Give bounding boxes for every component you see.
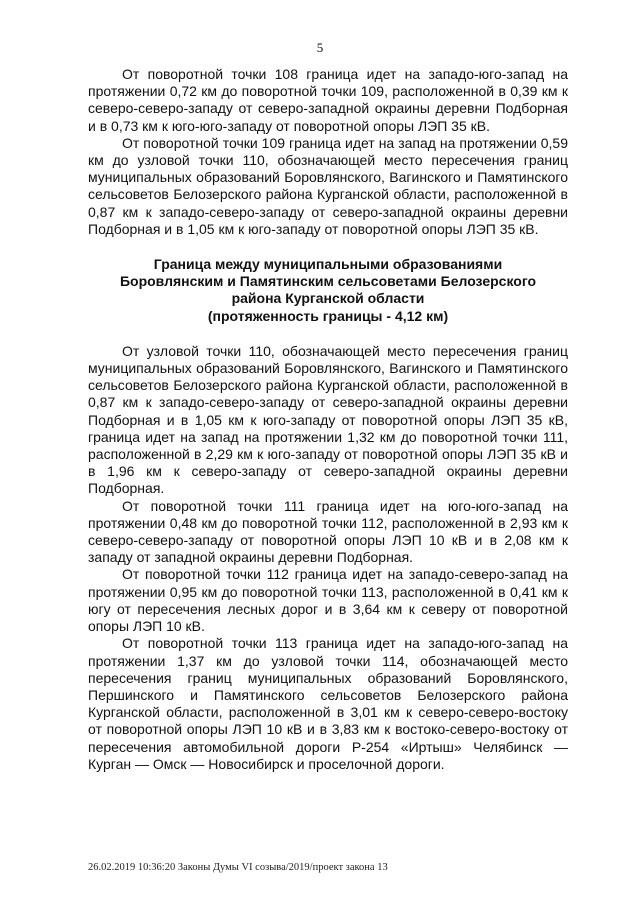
paragraph-point-111: От поворотной точки 111 граница идет на юго-юго-запад на протяжении 0,48 км до поворотной точки 112, расположенной в 2,93 км к северо-северо-западу от поворотной опоры ЛЭП 10 кВ и в 2,08 км к западу от западной окраины деревни Подборная. bbox=[88, 497, 568, 566]
section-heading bbox=[88, 256, 568, 325]
heading-line-2: Боровлянским и Памятинским сельсоветами Белозерского bbox=[119, 273, 537, 290]
page-number: 5 bbox=[316, 40, 324, 55]
document-body bbox=[88, 66, 568, 773]
paragraph-point-108: От поворотной точки 108 граница идет на западо-юго-запад на протяжении 0,72 км до поворотной точки 109, расположенной в 0,39 км к северо-северо-западу от северо-западной окраины деревни Подборная и в 0,73 км к юго-юго-западу от поворотной опоры ЛЭП 35 кВ. bbox=[88, 66, 568, 134]
heading-line-1: Граница между муниципальными образованиями bbox=[153, 256, 503, 273]
paragraph-point-109: От поворотной точки 109 граница идет на запад на протяжении 0,59 км до узловой точки 110, обозначающей место пересечения границ муниципальных образований Боровлянского, Вагинского и Памятинского сельсоветов Белозерского района Курганской области, расположенной в 0,87 км к западо-северо-западу от северо-западной окраины деревни Подборная и в 1,05 км к юго-западу от поворотной опоры ЛЭП 35 кВ. bbox=[88, 134, 568, 237]
heading-line-4: (протяженность границы - 4,12 км) bbox=[207, 307, 449, 324]
paragraph-point-113: От поворотной точки 113 граница идет на западо-юго-запад на протяжении 1,37 км до узловой точки 114, обозначающей место пересечения границ муниципальных образований Боровлянского, Першинского и Памятинского сельсоветов Белозерского района Курганской области, расположенной в 3,01 км к северо-северо-востоку от поворотной опоры ЛЭП 10 кВ и в 3,83 км к востоко-северо-востоку от пересечения автомобильной дороги Р-254 «Иртыш» Челябинск — Курган — Омск — Новосибирск и проселочной дороги. bbox=[88, 635, 568, 772]
paragraph-point-110: От узловой точки 110, обозначающей место пересечения границ муниципальных образований Боровлянского, Вагинского и Памятинского сельсоветов Белозерского района Курганской области, расположенной в 0,87 км к западо-северо-западу от северо-западной окраины деревни Подборная и в 1,05 км к юго-западу от поворотной опоры ЛЭП 35 кВ, граница идет на запад на протяжении 1,32 км до поворотной точки 111, расположенной в 2,29 км к юго-западу от поворотной опоры ЛЭП 35 кВ и в 1,96 км к северо-западу от северо-западной окраины деревни Подборная. bbox=[88, 342, 568, 497]
heading-line-3: района Курганской области bbox=[231, 290, 425, 307]
paragraph-point-112: От поворотной точки 112 граница идет на западо-северо-запад на протяжении 0,95 км до поворотной точки 113, расположенной в 0,41 км к югу от пересечения лесных дорог и в 3,64 км к северу от поворотной опоры ЛЭП 10 кВ. bbox=[88, 566, 568, 635]
document-footer: 26.02.2019 10:36:20 Законы Думы VI созыва/2019/проект закона 13 bbox=[88, 862, 388, 873]
